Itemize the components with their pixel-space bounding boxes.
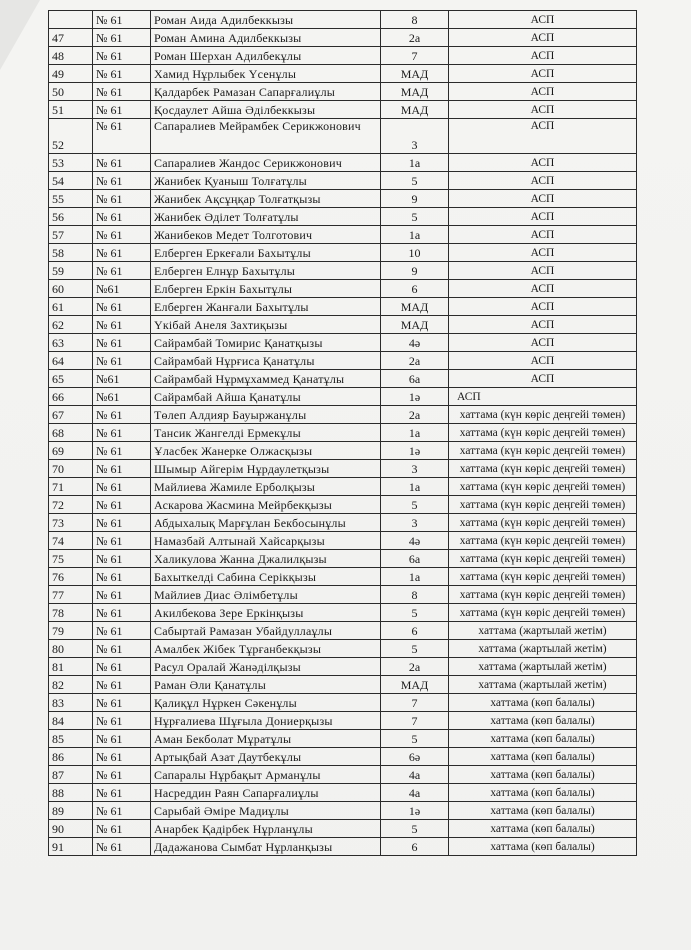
student-name-cell: Қалдарбек Рамазан Сапарғалиұлы bbox=[151, 83, 381, 101]
row-number-cell: 62 bbox=[49, 316, 93, 334]
school-cell: № 61 bbox=[93, 29, 151, 47]
row-number-cell: 59 bbox=[49, 262, 93, 280]
student-name-cell: Артықбай Азат Даутбекұлы bbox=[151, 748, 381, 766]
table-row bbox=[49, 208, 637, 226]
table-row bbox=[49, 244, 637, 262]
status-cell: хаттама (көп балалы) bbox=[449, 784, 637, 802]
table-row bbox=[49, 586, 637, 604]
status-cell: АСП bbox=[449, 83, 637, 101]
status-cell: АСП bbox=[449, 190, 637, 208]
table-row bbox=[49, 460, 637, 478]
row-number-cell: 82 bbox=[49, 676, 93, 694]
class-cell: 5 bbox=[381, 640, 449, 658]
class-cell: 9 bbox=[381, 190, 449, 208]
student-name-cell: Үкібай Анеля Захтиқызы bbox=[151, 316, 381, 334]
table-row bbox=[49, 478, 637, 496]
row-number-cell: 70 bbox=[49, 460, 93, 478]
status-cell: хаттама (күн көріс деңгейі төмен) bbox=[449, 532, 637, 550]
class-cell: 4ә bbox=[381, 532, 449, 550]
table-row bbox=[49, 11, 637, 29]
class-cell: 1ә bbox=[381, 388, 449, 406]
status-cell: АСП bbox=[449, 334, 637, 352]
student-name-cell: Роман Аида Адилбеккызы bbox=[151, 11, 381, 29]
school-cell: № 61 bbox=[93, 226, 151, 244]
student-name-cell: Елберген Жанғали Бахытұлы bbox=[151, 298, 381, 316]
student-name-cell: Абдыхалық Марғұлан Бекбосынұлы bbox=[151, 514, 381, 532]
table-row bbox=[49, 676, 637, 694]
student-name-cell: Жанибек Ақсұңқар Толғатқызы bbox=[151, 190, 381, 208]
class-cell: 2а bbox=[381, 29, 449, 47]
status-cell: АСП bbox=[449, 262, 637, 280]
status-cell: хаттама (күн көріс деңгейі төмен) bbox=[449, 460, 637, 478]
row-number-cell: 88 bbox=[49, 784, 93, 802]
school-cell: № 61 bbox=[93, 65, 151, 83]
row-number-cell: 65 bbox=[49, 370, 93, 388]
table-row bbox=[49, 172, 637, 190]
row-number-cell: 56 bbox=[49, 208, 93, 226]
row-number-cell: 60 bbox=[49, 280, 93, 298]
row-number-cell: 47 bbox=[49, 29, 93, 47]
student-name-cell: Шымыр Айгерім Нұрдаулетқызы bbox=[151, 460, 381, 478]
school-cell: № 61 bbox=[93, 550, 151, 568]
table-row bbox=[49, 316, 637, 334]
table-row bbox=[49, 532, 637, 550]
school-cell: № 61 bbox=[93, 676, 151, 694]
status-cell: АСП bbox=[449, 208, 637, 226]
student-name-cell: Ұласбек Жанерке Олжасқызы bbox=[151, 442, 381, 460]
table-row bbox=[49, 352, 637, 370]
class-cell: 6ә bbox=[381, 748, 449, 766]
student-name-cell: Елберген Еркеғали Бахытұлы bbox=[151, 244, 381, 262]
row-number-cell: 61 bbox=[49, 298, 93, 316]
student-name-cell: Сайрамбай Нұрғиса Қанатұлы bbox=[151, 352, 381, 370]
status-cell: АСП bbox=[449, 370, 637, 388]
status-cell: хаттама (жартылай жетім) bbox=[449, 622, 637, 640]
student-name-cell: Жанибеков Медет Толготович bbox=[151, 226, 381, 244]
class-cell: 3 bbox=[381, 514, 449, 532]
school-cell: № 61 bbox=[93, 784, 151, 802]
school-cell: № 61 bbox=[93, 712, 151, 730]
class-cell: 6а bbox=[381, 550, 449, 568]
table-row bbox=[49, 424, 637, 442]
school-cell: №61 bbox=[93, 388, 151, 406]
status-cell: хаттама (күн көріс деңгейі төмен) bbox=[449, 406, 637, 424]
table-row bbox=[49, 442, 637, 460]
class-cell: 7 bbox=[381, 47, 449, 65]
status-cell: АСП bbox=[449, 101, 637, 119]
row-number-cell: 50 bbox=[49, 83, 93, 101]
row-number-cell: 55 bbox=[49, 190, 93, 208]
class-cell: 4а bbox=[381, 784, 449, 802]
student-name-cell: Роман Амина Адилбеккызы bbox=[151, 29, 381, 47]
student-name-cell: Роман Шерхан Адилбекұлы bbox=[151, 47, 381, 65]
student-name-cell: Сайрамбай Томирис Қанатқызы bbox=[151, 334, 381, 352]
class-cell: 1а bbox=[381, 478, 449, 496]
table-row bbox=[49, 820, 637, 838]
school-cell: № 61 bbox=[93, 334, 151, 352]
row-number-cell: 83 bbox=[49, 694, 93, 712]
row-number-cell: 57 bbox=[49, 226, 93, 244]
class-cell: 5 bbox=[381, 208, 449, 226]
status-cell: АСП bbox=[449, 119, 637, 154]
student-name-cell: Расул Оралай Жанәділқызы bbox=[151, 658, 381, 676]
status-cell: АСП bbox=[449, 65, 637, 83]
table-row bbox=[49, 766, 637, 784]
class-cell: МАД bbox=[381, 676, 449, 694]
table-row bbox=[49, 119, 637, 154]
status-cell: АСП bbox=[449, 244, 637, 262]
class-cell: 1ә bbox=[381, 442, 449, 460]
school-cell: № 61 bbox=[93, 101, 151, 119]
table-row bbox=[49, 712, 637, 730]
school-cell: № 61 bbox=[93, 244, 151, 262]
row-number-cell: 52 bbox=[49, 119, 93, 154]
school-cell: № 61 bbox=[93, 622, 151, 640]
student-name-cell: Бахыткелді Сабина Серікқызы bbox=[151, 568, 381, 586]
status-cell: хаттама (жартылай жетім) bbox=[449, 676, 637, 694]
status-cell: хаттама (көп балалы) bbox=[449, 838, 637, 856]
school-cell: № 61 bbox=[93, 172, 151, 190]
school-cell: № 61 bbox=[93, 352, 151, 370]
status-cell: хаттама (күн көріс деңгейі төмен) bbox=[449, 586, 637, 604]
class-cell: 6 bbox=[381, 280, 449, 298]
row-number-cell: 87 bbox=[49, 766, 93, 784]
class-cell: 6 bbox=[381, 838, 449, 856]
school-cell: № 61 bbox=[93, 298, 151, 316]
student-name-cell: Майлиев Диас Әлімбетұлы bbox=[151, 586, 381, 604]
school-cell: №61 bbox=[93, 370, 151, 388]
class-cell: МАД bbox=[381, 316, 449, 334]
row-number-cell: 64 bbox=[49, 352, 93, 370]
student-name-cell: Дадажанова Сымбат Нұрланқызы bbox=[151, 838, 381, 856]
school-cell: № 61 bbox=[93, 568, 151, 586]
class-cell: 5 bbox=[381, 604, 449, 622]
school-cell: № 61 bbox=[93, 766, 151, 784]
status-cell: АСП bbox=[449, 29, 637, 47]
table-row bbox=[49, 154, 637, 172]
school-cell: № 61 bbox=[93, 406, 151, 424]
row-number-cell bbox=[49, 11, 93, 29]
student-name-cell: Қосдаулет Айша Әділбеккызы bbox=[151, 101, 381, 119]
school-cell: № 61 bbox=[93, 640, 151, 658]
table-row bbox=[49, 496, 637, 514]
school-cell: № 61 bbox=[93, 496, 151, 514]
class-cell: 6а bbox=[381, 370, 449, 388]
school-cell: № 61 bbox=[93, 460, 151, 478]
row-number-cell: 74 bbox=[49, 532, 93, 550]
class-cell: МАД bbox=[381, 101, 449, 119]
row-number-cell: 69 bbox=[49, 442, 93, 460]
class-cell: 5 bbox=[381, 496, 449, 514]
student-name-cell: Жанибек Қуаныш Толғатұлы bbox=[151, 172, 381, 190]
class-cell: 10 bbox=[381, 244, 449, 262]
class-cell: 1а bbox=[381, 154, 449, 172]
school-cell: № 61 bbox=[93, 478, 151, 496]
status-cell: АСП bbox=[449, 47, 637, 65]
student-list-table bbox=[48, 10, 637, 856]
student-name-cell: Елберген Еркін Бахытұлы bbox=[151, 280, 381, 298]
student-name-cell: Жанибек Әділет Толғатұлы bbox=[151, 208, 381, 226]
class-cell: 3 bbox=[381, 460, 449, 478]
class-cell: 2а bbox=[381, 658, 449, 676]
class-cell: 3 bbox=[381, 119, 449, 154]
school-cell: № 61 bbox=[93, 586, 151, 604]
status-cell: АСП bbox=[449, 352, 637, 370]
student-name-cell: Төлеп Алдияр Бауыржанұлы bbox=[151, 406, 381, 424]
school-cell: № 61 bbox=[93, 802, 151, 820]
table-row bbox=[49, 334, 637, 352]
school-cell: № 61 bbox=[93, 532, 151, 550]
student-name-cell: Майлиева Жамиле Ерболқызы bbox=[151, 478, 381, 496]
school-cell: № 61 bbox=[93, 11, 151, 29]
class-cell: 9 bbox=[381, 262, 449, 280]
class-cell: 1ә bbox=[381, 802, 449, 820]
row-number-cell: 67 bbox=[49, 406, 93, 424]
status-cell: хаттама (жартылай жетім) bbox=[449, 658, 637, 676]
table-row bbox=[49, 101, 637, 119]
table-row bbox=[49, 190, 637, 208]
row-number-cell: 49 bbox=[49, 65, 93, 83]
status-cell: хаттама (күн көріс деңгейі төмен) bbox=[449, 550, 637, 568]
school-cell: № 61 bbox=[93, 262, 151, 280]
class-cell: 2а bbox=[381, 352, 449, 370]
status-cell: хаттама (көп балалы) bbox=[449, 712, 637, 730]
student-name-cell: Тансик Жангелді Ермекұлы bbox=[151, 424, 381, 442]
status-cell: АСП bbox=[449, 298, 637, 316]
status-cell: АСП bbox=[449, 154, 637, 172]
school-cell: № 61 bbox=[93, 47, 151, 65]
school-cell: № 61 bbox=[93, 838, 151, 856]
school-cell: № 61 bbox=[93, 604, 151, 622]
student-name-cell: Намазбай Алтынай Хайсарқызы bbox=[151, 532, 381, 550]
student-name-cell: Акилбекова Зере Еркінқызы bbox=[151, 604, 381, 622]
table-row bbox=[49, 280, 637, 298]
table-row bbox=[49, 388, 637, 406]
table-row bbox=[49, 838, 637, 856]
status-cell: хаттама (көп балалы) bbox=[449, 748, 637, 766]
table-row bbox=[49, 802, 637, 820]
class-cell: 4а bbox=[381, 766, 449, 784]
status-cell: хаттама (жартылай жетім) bbox=[449, 640, 637, 658]
school-cell: № 61 bbox=[93, 658, 151, 676]
class-cell: 1а bbox=[381, 568, 449, 586]
status-cell: АСП bbox=[449, 388, 637, 406]
school-cell: № 61 bbox=[93, 424, 151, 442]
status-cell: АСП bbox=[449, 11, 637, 29]
row-number-cell: 58 bbox=[49, 244, 93, 262]
school-cell: № 61 bbox=[93, 820, 151, 838]
school-cell: № 61 bbox=[93, 514, 151, 532]
status-cell: хаттама (күн көріс деңгейі төмен) bbox=[449, 442, 637, 460]
school-cell: № 61 bbox=[93, 694, 151, 712]
student-name-cell: Елберген Елнұр Бахытұлы bbox=[151, 262, 381, 280]
row-number-cell: 89 bbox=[49, 802, 93, 820]
student-name-cell: Аман Бекболат Мұратұлы bbox=[151, 730, 381, 748]
student-name-cell: Насреддин Раян Сапарғалиұлы bbox=[151, 784, 381, 802]
row-number-cell: 91 bbox=[49, 838, 93, 856]
school-cell: № 61 bbox=[93, 748, 151, 766]
table-row bbox=[49, 65, 637, 83]
row-number-cell: 48 bbox=[49, 47, 93, 65]
table-row bbox=[49, 406, 637, 424]
class-cell: МАД bbox=[381, 83, 449, 101]
row-number-cell: 63 bbox=[49, 334, 93, 352]
class-cell: 7 bbox=[381, 694, 449, 712]
row-number-cell: 79 bbox=[49, 622, 93, 640]
table-row bbox=[49, 748, 637, 766]
row-number-cell: 66 bbox=[49, 388, 93, 406]
row-number-cell: 78 bbox=[49, 604, 93, 622]
student-name-cell: Сайрамбай Айша Қанатұлы bbox=[151, 388, 381, 406]
status-cell: хаттама (күн көріс деңгейі төмен) bbox=[449, 514, 637, 532]
table-row bbox=[49, 29, 637, 47]
school-cell: № 61 bbox=[93, 316, 151, 334]
school-cell: № 61 bbox=[93, 154, 151, 172]
school-cell: №61 bbox=[93, 280, 151, 298]
student-name-cell: Сабыртай Рамазан Убайдуллаұлы bbox=[151, 622, 381, 640]
student-name-cell: Халикулова Жанна Джалилқызы bbox=[151, 550, 381, 568]
school-cell: № 61 bbox=[93, 442, 151, 460]
class-cell: 1а bbox=[381, 424, 449, 442]
row-number-cell: 73 bbox=[49, 514, 93, 532]
status-cell: АСП bbox=[449, 316, 637, 334]
student-name-cell: Сапаралы Нұрбақыт Арманұлы bbox=[151, 766, 381, 784]
row-number-cell: 85 bbox=[49, 730, 93, 748]
school-cell: № 61 bbox=[93, 208, 151, 226]
table-row bbox=[49, 784, 637, 802]
class-cell: 4ә bbox=[381, 334, 449, 352]
status-cell: хаттама (көп балалы) bbox=[449, 820, 637, 838]
student-name-cell: Раман Әли Қанатұлы bbox=[151, 676, 381, 694]
table-row bbox=[49, 83, 637, 101]
student-name-cell: Сайрамбай Нұрмұхаммед Қанатұлы bbox=[151, 370, 381, 388]
table-row bbox=[49, 604, 637, 622]
table-row bbox=[49, 622, 637, 640]
status-cell: хаттама (көп балалы) bbox=[449, 730, 637, 748]
table-row bbox=[49, 298, 637, 316]
class-cell: 7 bbox=[381, 712, 449, 730]
row-number-cell: 76 bbox=[49, 568, 93, 586]
school-cell: № 61 bbox=[93, 730, 151, 748]
class-cell: 5 bbox=[381, 172, 449, 190]
row-number-cell: 54 bbox=[49, 172, 93, 190]
status-cell: хаттама (көп балалы) bbox=[449, 694, 637, 712]
row-number-cell: 84 bbox=[49, 712, 93, 730]
student-name-cell: Амалбек Жібек Тұрғанбекқызы bbox=[151, 640, 381, 658]
student-name-cell: Сапаралиев Жандос Серикжонович bbox=[151, 154, 381, 172]
table-row bbox=[49, 262, 637, 280]
row-number-cell: 77 bbox=[49, 586, 93, 604]
table-row bbox=[49, 658, 637, 676]
row-number-cell: 81 bbox=[49, 658, 93, 676]
status-cell: хаттама (күн көріс деңгейі төмен) bbox=[449, 604, 637, 622]
table-row bbox=[49, 730, 637, 748]
row-number-cell: 51 bbox=[49, 101, 93, 119]
row-number-cell: 71 bbox=[49, 478, 93, 496]
row-number-cell: 80 bbox=[49, 640, 93, 658]
student-name-cell: Қалиқұл Нұркен Сәкенұлы bbox=[151, 694, 381, 712]
student-name-cell: Анарбек Қадірбек Нұрланұлы bbox=[151, 820, 381, 838]
status-cell: хаттама (көп балалы) bbox=[449, 766, 637, 784]
row-number-cell: 53 bbox=[49, 154, 93, 172]
class-cell: 1а bbox=[381, 226, 449, 244]
student-name-cell: Нұрғалиева Шұғыла Дониерқызы bbox=[151, 712, 381, 730]
row-number-cell: 75 bbox=[49, 550, 93, 568]
student-name-cell: Хамид Нұрлыбек Үсенұлы bbox=[151, 65, 381, 83]
page-fold-shadow bbox=[0, 0, 40, 70]
status-cell: АСП bbox=[449, 172, 637, 190]
status-cell: хаттама (күн көріс деңгейі төмен) bbox=[449, 496, 637, 514]
table-row bbox=[49, 568, 637, 586]
status-cell: АСП bbox=[449, 226, 637, 244]
row-number-cell: 72 bbox=[49, 496, 93, 514]
class-cell: 5 bbox=[381, 730, 449, 748]
class-cell: 8 bbox=[381, 586, 449, 604]
student-name-cell: Сапаралиев Мейрамбек Серикжонович bbox=[151, 119, 381, 154]
school-cell: № 61 bbox=[93, 190, 151, 208]
class-cell: 6 bbox=[381, 622, 449, 640]
class-cell: 2а bbox=[381, 406, 449, 424]
school-cell: № 61 bbox=[93, 83, 151, 101]
row-number-cell: 68 bbox=[49, 424, 93, 442]
class-cell: 8 bbox=[381, 11, 449, 29]
table-row bbox=[49, 226, 637, 244]
status-cell: хаттама (күн көріс деңгейі төмен) bbox=[449, 424, 637, 442]
class-cell: МАД bbox=[381, 298, 449, 316]
table-row bbox=[49, 694, 637, 712]
status-cell: хаттама (күн көріс деңгейі төмен) bbox=[449, 478, 637, 496]
class-cell: 5 bbox=[381, 820, 449, 838]
row-number-cell: 90 bbox=[49, 820, 93, 838]
status-cell: хаттама (көп балалы) bbox=[449, 802, 637, 820]
student-name-cell: Сарыбай Әміре Мадиұлы bbox=[151, 802, 381, 820]
table-row bbox=[49, 640, 637, 658]
table-row bbox=[49, 514, 637, 532]
table-body bbox=[49, 11, 637, 856]
status-cell: хаттама (күн көріс деңгейі төмен) bbox=[449, 568, 637, 586]
table-row bbox=[49, 47, 637, 65]
row-number-cell: 86 bbox=[49, 748, 93, 766]
table-row bbox=[49, 370, 637, 388]
table-row bbox=[49, 550, 637, 568]
class-cell: МАД bbox=[381, 65, 449, 83]
student-name-cell: Аскарова Жасмина Мейрбекқызы bbox=[151, 496, 381, 514]
school-cell: № 61 bbox=[93, 119, 151, 154]
status-cell: АСП bbox=[449, 280, 637, 298]
